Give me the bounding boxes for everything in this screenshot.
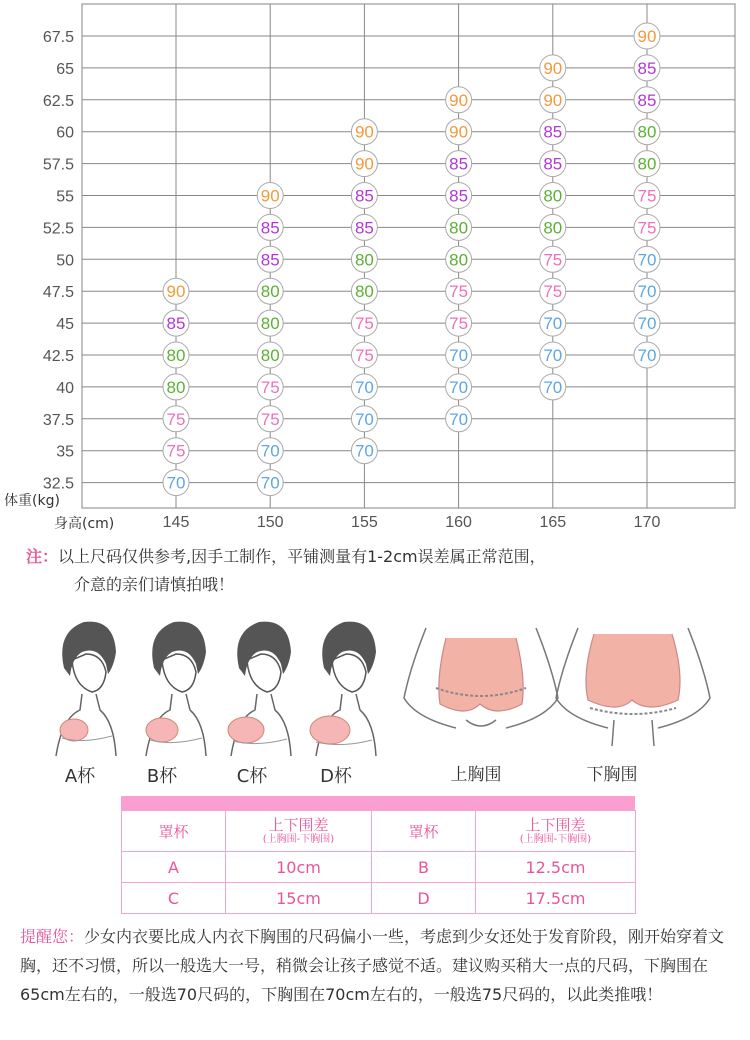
y-tick-label: 65: [56, 60, 74, 78]
table-header-row: [122, 811, 636, 852]
size-value-label: 90: [637, 27, 657, 46]
size-value-label: 85: [354, 218, 374, 238]
size-value-label: 70: [354, 409, 374, 429]
y-tick-label: 32.5: [42, 475, 74, 493]
size-value-label: 75: [637, 186, 657, 206]
cup-label-d: D杯: [320, 766, 352, 787]
size-value-label: 85: [449, 154, 469, 174]
col-diff-sub: (上胸围-下胸围): [262, 834, 335, 845]
remind-text: 少女内衣要比成人内衣下胸围的尺码偏小一些，考虑到少女还处于发育阶段，刚开始穿着文胸，还不习惯，所以一般选大一号，稍微会让孩子感觉不适。建议购买稍大一点的尺码，下胸围在65cm左右的，一般选70尺码的，下胸围在70cm左右的，一般选75尺码的，以此类推哦！: [20, 927, 725, 1004]
note-line1: 以上尺码仅供参考,因手工制作，平铺测量有1-2cm误差属正常范围，: [58, 547, 546, 566]
diff-cell: 15cm: [226, 883, 372, 914]
cup-label-a: A杯: [64, 766, 96, 787]
x-tick-label: 165: [539, 514, 567, 531]
size-value-label: 75: [354, 314, 374, 334]
girl-c-cup-illustration: [217, 606, 297, 766]
size-value-label: 80: [260, 282, 280, 302]
girl-a-cup-illustration: [42, 606, 122, 766]
size-value-label: 75: [354, 346, 374, 365]
size-value-label: 80: [166, 346, 186, 365]
size-value-label: 85: [260, 250, 280, 270]
size-value-label: 80: [166, 377, 186, 397]
girl-d-cup-illustration: [302, 606, 382, 766]
size-value-label: 70: [449, 377, 469, 397]
upper-bust-illustration: [396, 608, 566, 758]
size-value-label: 85: [543, 154, 563, 174]
size-value-label: 80: [449, 218, 469, 238]
y-tick-label: 50: [56, 252, 74, 270]
size-value-label: 85: [260, 218, 280, 238]
table-header-bar: [121, 796, 635, 810]
size-value-label: 80: [354, 282, 374, 302]
size-value-label: 75: [260, 377, 280, 397]
x-tick-label: 145: [162, 514, 190, 531]
size-value-label: 70: [637, 314, 657, 334]
cup-cell: A: [122, 852, 226, 883]
y-tick-label: 57.5: [42, 156, 74, 174]
y-tick-label: 60: [56, 124, 74, 142]
table-row: [122, 883, 636, 914]
y-tick-label: 45: [56, 316, 74, 334]
size-value-label: 70: [543, 346, 563, 365]
cup-figures: [0, 600, 750, 790]
size-value-label: 85: [354, 186, 374, 206]
size-value-label: 70: [260, 473, 280, 493]
col-diff-1: [226, 811, 372, 852]
under-bust-illustration: [548, 608, 718, 758]
size-value-label: 70: [166, 473, 186, 493]
girl-b-cup-illustration: [132, 606, 212, 766]
size-value-label: 80: [260, 346, 280, 365]
cup-size-table: [121, 796, 635, 914]
col-cup-2: 罩杯: [372, 811, 476, 852]
size-value-label: 90: [543, 58, 563, 78]
size-value-label: 80: [637, 154, 657, 174]
size-value-label: 85: [637, 58, 657, 78]
size-value-label: 90: [166, 282, 186, 302]
x-tick-label: 150: [256, 514, 284, 531]
size-value-label: 80: [543, 186, 563, 206]
note-lead: 注：: [26, 547, 59, 566]
size-value-label: 80: [543, 218, 563, 238]
size-value-label: 90: [354, 154, 374, 174]
y-tick-label: 55: [56, 188, 74, 206]
size-value-label: 70: [543, 314, 563, 334]
size-value-label: 75: [543, 250, 563, 270]
size-value-label: 85: [166, 314, 186, 334]
y-tick-label: 52.5: [42, 220, 74, 238]
reminder-paragraph: [20, 922, 742, 1009]
note-line2: 介意的亲们请慎拍哦！: [74, 575, 235, 594]
y-tick-label: 47.5: [42, 284, 74, 302]
size-value-label: 75: [166, 409, 186, 429]
x-axis-label: 身高(cm): [54, 516, 115, 532]
size-value-label: 70: [354, 377, 374, 397]
size-value-label: 85: [543, 122, 563, 142]
size-value-label: 85: [449, 186, 469, 206]
x-tick-label: 160: [445, 514, 472, 531]
size-value-label: 70: [260, 441, 280, 461]
y-tick-label: 35: [56, 443, 74, 461]
remind-lead: 提醒您：: [20, 927, 85, 946]
y-tick-label: 62.5: [42, 92, 74, 110]
diff-cell: 12.5cm: [476, 852, 636, 883]
diff-cell: 10cm: [226, 852, 372, 883]
size-value-label: 85: [637, 90, 657, 110]
cup-cell: C: [122, 883, 226, 914]
size-value-label: 70: [449, 346, 469, 365]
size-value-label: 70: [637, 346, 657, 365]
size-value-label: 75: [260, 409, 280, 429]
cup-cell: D: [372, 883, 476, 914]
cup-label-c: C杯: [236, 766, 268, 787]
size-value-label: 90: [543, 90, 563, 110]
size-value-label: 70: [354, 441, 374, 461]
col-diff-label: 上下围差: [268, 816, 329, 834]
size-value-label: 90: [449, 90, 469, 110]
cup-label-b: B杯: [146, 766, 178, 787]
size-value-label: 75: [449, 282, 469, 302]
size-value-label: 80: [354, 250, 374, 270]
size-value-label: 80: [637, 122, 657, 142]
cup-cell: B: [372, 852, 476, 883]
y-axis-label: 体重(kg): [4, 493, 60, 509]
size-value-label: 80: [449, 250, 469, 270]
size-value-label: 70: [637, 282, 657, 302]
col-diff-label: 上下围差: [525, 816, 586, 834]
size-value-label: 90: [354, 122, 374, 142]
size-value-label: 75: [543, 282, 563, 302]
upper-bust-label: 上胸围: [450, 765, 502, 785]
col-diff-sub: (上胸围-下胸围): [519, 834, 592, 845]
size-value-label: 70: [449, 409, 469, 429]
size-value-label: 75: [166, 441, 186, 461]
size-value-label: 70: [637, 250, 657, 270]
table-row: [122, 852, 636, 883]
col-cup-1: 罩杯: [122, 811, 226, 852]
size-value-label: 80: [260, 314, 280, 334]
x-tick-label: 155: [351, 514, 378, 531]
y-tick-label: 42.5: [42, 348, 74, 365]
y-tick-label: 67.5: [42, 29, 74, 46]
size-value-label: 75: [637, 218, 657, 238]
diff-cell: 17.5cm: [476, 883, 636, 914]
size-value-label: 90: [260, 186, 280, 206]
y-tick-label: 37.5: [42, 411, 74, 429]
size-value-label: 70: [543, 377, 563, 397]
x-tick-label: 170: [633, 514, 661, 531]
col-diff-2: [476, 811, 636, 852]
size-value-label: 75: [449, 314, 469, 334]
size-value-label: 90: [449, 122, 469, 142]
y-tick-label: 40: [56, 379, 74, 397]
under-bust-label: 下胸围: [586, 765, 638, 785]
size-note: [26, 543, 741, 599]
